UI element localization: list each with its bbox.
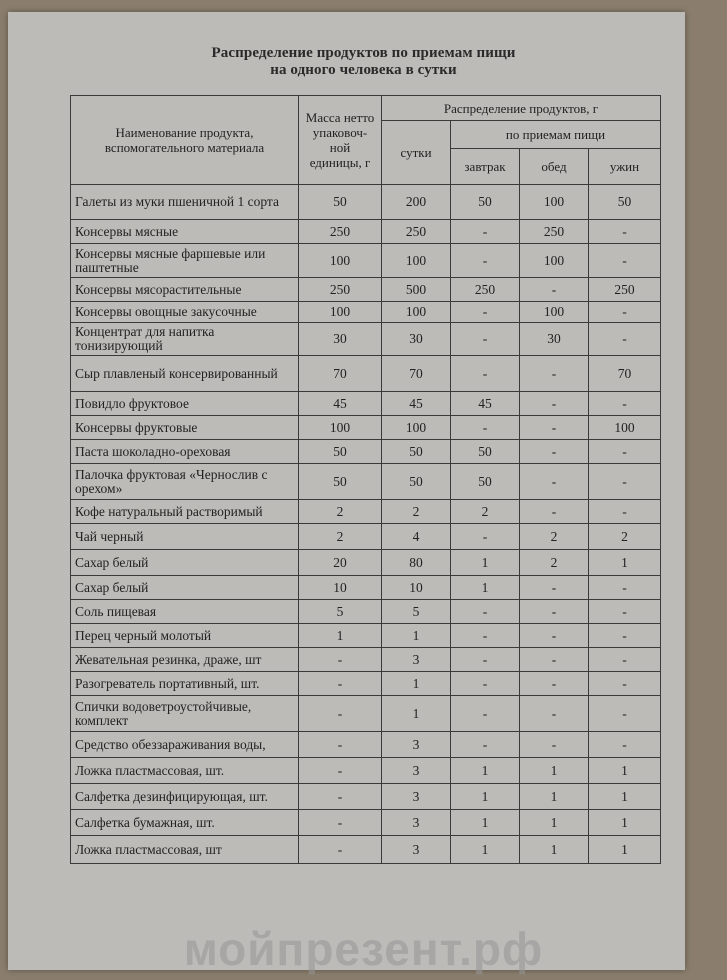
cell-mass: - [299,696,382,732]
cell-mass: - [299,784,382,810]
cell-dinner: 1 [589,550,661,576]
cell-mass: - [299,732,382,758]
cell-mass: - [299,648,382,672]
cell-mass: 2 [299,524,382,550]
cell-breakfast: 1 [451,550,520,576]
cell-dinner: - [589,302,661,323]
cell-dinner: - [589,576,661,600]
cell-day: 30 [382,323,451,356]
cell-dinner: - [589,323,661,356]
table-row [71,624,661,648]
cell-day: 100 [382,416,451,440]
cell-dinner: 70 [589,356,661,392]
cell-lunch: - [520,440,589,464]
cell-lunch: - [520,278,589,302]
cell-dinner: 1 [589,810,661,836]
cell-breakfast: - [451,323,520,356]
cell-dinner: - [589,648,661,672]
cell-mass: 2 [299,500,382,524]
table-body [71,185,661,864]
table-row [71,648,661,672]
cell-name: Жевательная резинка, драже, шт [71,648,299,672]
cell-name: Паста шоколадно-ореховая [71,440,299,464]
cell-breakfast: 1 [451,810,520,836]
cell-dinner: - [589,500,661,524]
cell-name: Салфетка бумажная, шт. [71,810,299,836]
table-row [71,392,661,416]
cell-mass: 45 [299,392,382,416]
cell-name: Консервы овощные закусочные [71,302,299,323]
cell-name: Ложка пластмассовая, шт. [71,758,299,784]
cell-breakfast: 50 [451,464,520,500]
cell-mass: 1 [299,624,382,648]
cell-breakfast: 50 [451,440,520,464]
cell-dinner: - [589,696,661,732]
table-row [71,416,661,440]
header-mass: Масса нетто упаковоч-ной единицы, г [299,96,382,185]
table-row [71,323,661,356]
cell-name: Консервы мясные [71,220,299,244]
cell-mass: 100 [299,302,382,323]
cell-breakfast: - [451,672,520,696]
cell-breakfast: - [451,600,520,624]
cell-breakfast: 1 [451,576,520,600]
cell-name: Соль пищевая [71,600,299,624]
cell-dinner: - [589,220,661,244]
header-product-name: Наименование продукта, вспомогательного материала [71,96,299,185]
cell-mass: - [299,672,382,696]
cell-lunch: 2 [520,550,589,576]
cell-breakfast: - [451,356,520,392]
cell-breakfast: - [451,416,520,440]
cell-dinner: - [589,624,661,648]
cell-mass: 30 [299,323,382,356]
cell-mass: - [299,758,382,784]
cell-lunch: - [520,732,589,758]
table-row [71,576,661,600]
cell-name: Сыр плавленый консервированный [71,356,299,392]
cell-day: 1 [382,672,451,696]
cell-dinner: - [589,244,661,278]
cell-dinner: 1 [589,758,661,784]
cell-dinner: 1 [589,836,661,864]
cell-mass: 70 [299,356,382,392]
cell-breakfast: - [451,220,520,244]
cell-lunch: - [520,416,589,440]
table-row [71,600,661,624]
cell-day: 3 [382,732,451,758]
table-row [71,524,661,550]
header-lunch: обед [520,149,589,185]
cell-breakfast: - [451,244,520,278]
cell-day: 3 [382,758,451,784]
cell-dinner: - [589,732,661,758]
cell-breakfast: 50 [451,185,520,220]
cell-breakfast: 250 [451,278,520,302]
table-row [71,696,661,732]
table-row [71,220,661,244]
table-row [71,672,661,696]
cell-name: Палочка фруктовая «Чернослив с орехом» [71,464,299,500]
cell-mass: 50 [299,464,382,500]
products-table [70,95,661,864]
cell-mass: 100 [299,244,382,278]
cell-name: Повидло фруктовое [71,392,299,416]
cell-day: 200 [382,185,451,220]
cell-breakfast: - [451,302,520,323]
cell-mass: 5 [299,600,382,624]
cell-lunch: - [520,500,589,524]
table-row [71,784,661,810]
cell-breakfast: 1 [451,758,520,784]
cell-lunch: 1 [520,836,589,864]
cell-lunch: 2 [520,524,589,550]
cell-lunch: - [520,576,589,600]
title-line-2: на одного человека в сутки [270,62,457,78]
table-row [71,185,661,220]
cell-name: Консервы фруктовые [71,416,299,440]
cell-lunch: - [520,696,589,732]
table-row [71,550,661,576]
cell-lunch: 1 [520,758,589,784]
cell-lunch: 30 [520,323,589,356]
cell-dinner: - [589,672,661,696]
cell-name: Ложка пластмассовая, шт [71,836,299,864]
cell-breakfast: - [451,732,520,758]
cell-mass: 100 [299,416,382,440]
cell-day: 70 [382,356,451,392]
cell-mass: 250 [299,220,382,244]
table-row [71,302,661,323]
cell-day: 3 [382,810,451,836]
cell-dinner: 2 [589,524,661,550]
cell-lunch: - [520,672,589,696]
cell-lunch: 100 [520,244,589,278]
cell-mass: - [299,810,382,836]
cell-dinner: - [589,440,661,464]
cell-day: 3 [382,836,451,864]
header-by-meals: по приемам пищи [451,121,661,149]
cell-dinner: - [589,392,661,416]
cell-name: Консервы мясные фаршевые или паштетные [71,244,299,278]
cell-day: 4 [382,524,451,550]
cell-mass: - [299,836,382,864]
cell-breakfast: - [451,696,520,732]
cell-breakfast: 1 [451,836,520,864]
cell-lunch: - [520,600,589,624]
cell-dinner: 50 [589,185,661,220]
table-row [71,244,661,278]
header-distribution: Распределение продуктов, г [382,96,661,121]
cell-lunch: 100 [520,302,589,323]
cell-day: 5 [382,600,451,624]
cell-day: 250 [382,220,451,244]
table-row [71,356,661,392]
table-row [71,278,661,302]
cell-breakfast: 2 [451,500,520,524]
cell-day: 2 [382,500,451,524]
cell-name: Сахар белый [71,576,299,600]
cell-name: Перец черный молотый [71,624,299,648]
cell-name: Концентрат для напитка тонизирующий [71,323,299,356]
cell-day: 100 [382,302,451,323]
cell-name: Средство обеззараживания воды, [71,732,299,758]
cell-breakfast: - [451,648,520,672]
cell-breakfast: 45 [451,392,520,416]
cell-day: 50 [382,440,451,464]
cell-name: Спички водоветроустойчивые, комплект [71,696,299,732]
cell-mass: 250 [299,278,382,302]
cell-day: 45 [382,392,451,416]
cell-mass: 50 [299,440,382,464]
cell-lunch: - [520,392,589,416]
table-row [71,758,661,784]
cell-name: Кофе натуральный растворимый [71,500,299,524]
cell-name: Галеты из муки пшеничной 1 сорта [71,185,299,220]
cell-dinner: - [589,464,661,500]
table-row [71,500,661,524]
cell-name: Чай черный [71,524,299,550]
cell-lunch: - [520,648,589,672]
cell-name: Консервы мясорастительные [71,278,299,302]
cell-day: 100 [382,244,451,278]
cell-name: Салфетка дезинфицирующая, шт. [71,784,299,810]
cell-dinner: - [589,600,661,624]
table-row [71,836,661,864]
cell-breakfast: - [451,524,520,550]
cell-breakfast: 1 [451,784,520,810]
cell-breakfast: - [451,624,520,648]
cell-day: 3 [382,648,451,672]
cell-mass: 20 [299,550,382,576]
header-breakfast: завтрак [451,149,520,185]
cell-lunch: - [520,356,589,392]
cell-day: 10 [382,576,451,600]
cell-lunch: - [520,624,589,648]
cell-dinner: 1 [589,784,661,810]
table-row [71,732,661,758]
cell-day: 1 [382,624,451,648]
watermark: мойпрезент.рф [183,923,544,975]
cell-lunch: 1 [520,810,589,836]
cell-day: 1 [382,696,451,732]
cell-name: Разогреватель портативный, шт. [71,672,299,696]
header-dinner: ужин [589,149,661,185]
cell-day: 50 [382,464,451,500]
cell-day: 80 [382,550,451,576]
table-row [71,464,661,500]
title-line-1: Распределение продуктов по приемам пищи [211,45,516,61]
cell-name: Сахар белый [71,550,299,576]
document-title [0,45,727,79]
cell-lunch: 1 [520,784,589,810]
header-day: сутки [382,121,451,185]
cell-mass: 50 [299,185,382,220]
cell-lunch: 100 [520,185,589,220]
cell-dinner: 250 [589,278,661,302]
cell-lunch: 250 [520,220,589,244]
cell-mass: 10 [299,576,382,600]
cell-day: 500 [382,278,451,302]
cell-day: 3 [382,784,451,810]
cell-lunch: - [520,464,589,500]
cell-dinner: 100 [589,416,661,440]
table-row [71,810,661,836]
table-row [71,440,661,464]
